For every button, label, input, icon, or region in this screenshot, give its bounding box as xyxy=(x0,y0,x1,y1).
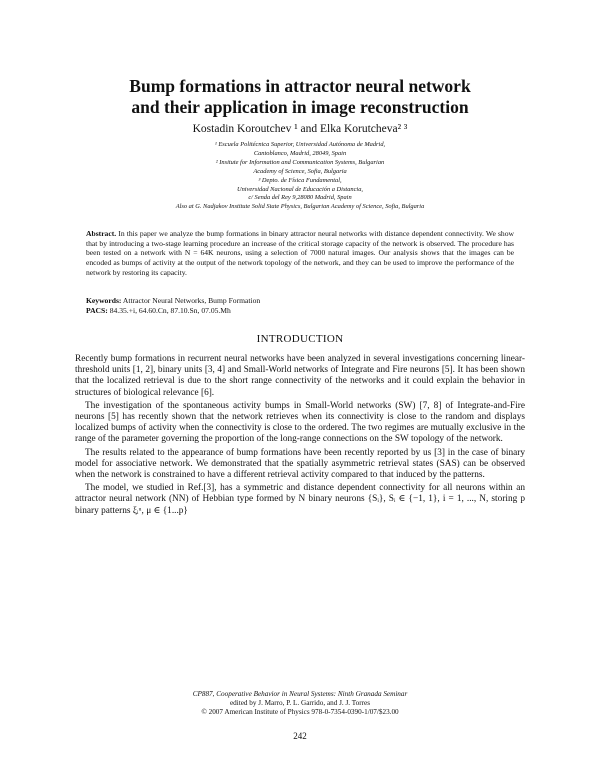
title-line-1: Bump formations in attractor neural network xyxy=(129,76,471,96)
keywords xyxy=(86,296,514,306)
paragraph: The model, we studied in Ref.[3], has a symmetric and distance dependent connectivity for all neurons within an attractor neural network (NN) of Hebbian type formed by N binary neurons {Sᵢ}, Sᵢ ∈ {−1, 1}, i = 1, ..., N, storing p binary patterns ξᵢᵘ, μ ∈ {1...p} xyxy=(75,483,525,516)
pacs-text: 84.35.+i, 64.60.Cn, 87.10.Sn, 07.05.Mh xyxy=(109,306,231,315)
paragraph: The results related to the appearance of bump formations have been recently reported by us [3] in the case of binary model for associative network. We demonstrated that the spatially asymmetric retrieval states (SAS) can be observed when the network is constrained to have a different retrieval activity compared to that induced by the patterns. xyxy=(75,447,525,481)
abstract xyxy=(86,229,514,278)
authors: Kostadin Koroutchev ¹ and Elka Korutcheva² ³ xyxy=(192,123,408,135)
affiliations xyxy=(70,141,530,212)
pacs xyxy=(86,306,514,316)
paragraph: Recently bump formations in recurrent neural networks have been analyzed in several investigations concerning linear-threshold units [1, 2], binary units [3, 4] and Small-World networks of Integrate and Fire neurons [5]. It has been shown that the localized retrieval is due to the short range connectivity of the networks and it could explain the behavior in structures of biological relevance [6]. xyxy=(75,354,525,398)
keywords-label: Keywords: xyxy=(86,296,122,305)
affiliation-line: Also at G. Nadjakov Institute Solid State Physics, Bulgarian Academy of Science, Sofia, Bulgaria xyxy=(175,203,425,211)
body-text xyxy=(75,354,525,519)
page-footer xyxy=(60,690,540,718)
abstract-text: In this paper we analyze the bump formations in binary attractor neural networks with distance dependent connectivity. We show that by introducing a two-stage learning procedure an increase of the critical storage capacity of the network is observed. The procedure has been tested on a network with N = 64K neurons, using a selection of 7000 natural images. Our analysis shows that the images can be encoded as bumps of activity at the output of the network topology of the network, and they can be used to improve the performance of the network by restoring its capacity. xyxy=(86,229,514,277)
keywords-text: Attractor Neural Networks, Bump Formation xyxy=(122,296,261,305)
pacs-label: PACS: xyxy=(86,306,108,315)
paragraph: The investigation of the spontaneous activity bumps in Small-World networks (SW) [7, 8] of Integrate-and-Fire neurons [5] has recently shown that the network retrieves when its connectivity is close to the random and displays localized bumps of activity when the connectivity is close to the ordered. The two regimes are mutually exclusive in the range of the parameter governing the proportion of the long-range connections on the SW topology of the network. xyxy=(75,400,525,445)
section-heading: INTRODUCTION xyxy=(256,333,344,345)
affiliation-line: c/ Senda del Rey 9,28080 Madrid, Spain xyxy=(248,194,352,202)
affiliation-line: Academy of Science, Sofia, Bulgaria xyxy=(253,167,347,175)
footer-editors: edited by J. Marro, P. L. Garrido, and J. J. Torres xyxy=(229,699,371,708)
affiliation-line: ² Insitute for Information and Communication Systems, Bulgarian xyxy=(215,158,385,166)
affiliation-line: Cantoblanco, Madrid, 28049, Spain xyxy=(253,149,347,157)
abstract-label: Abstract. xyxy=(86,229,117,238)
paper-title xyxy=(60,76,540,118)
affiliation-line: ³ Depto. de Física Fundamental, xyxy=(258,176,342,184)
footer-copyright: © 2007 American Institute of Physics 978-0-7354-0390-1/07/$23.00 xyxy=(201,708,399,717)
affiliation-line: Universidad Nacional de Educación a Distancia, xyxy=(236,185,364,193)
affiliation-line: ¹ Escuela Politécnica Superior, Universidad Autónoma de Madrid, xyxy=(214,141,386,148)
footer-series: CP887, Cooperative Behavior in Neural Systems: Ninth Granada Seminar xyxy=(192,690,408,698)
page-number: 242 xyxy=(293,731,307,741)
title-line-2: and their application in image reconstruction xyxy=(131,97,469,117)
